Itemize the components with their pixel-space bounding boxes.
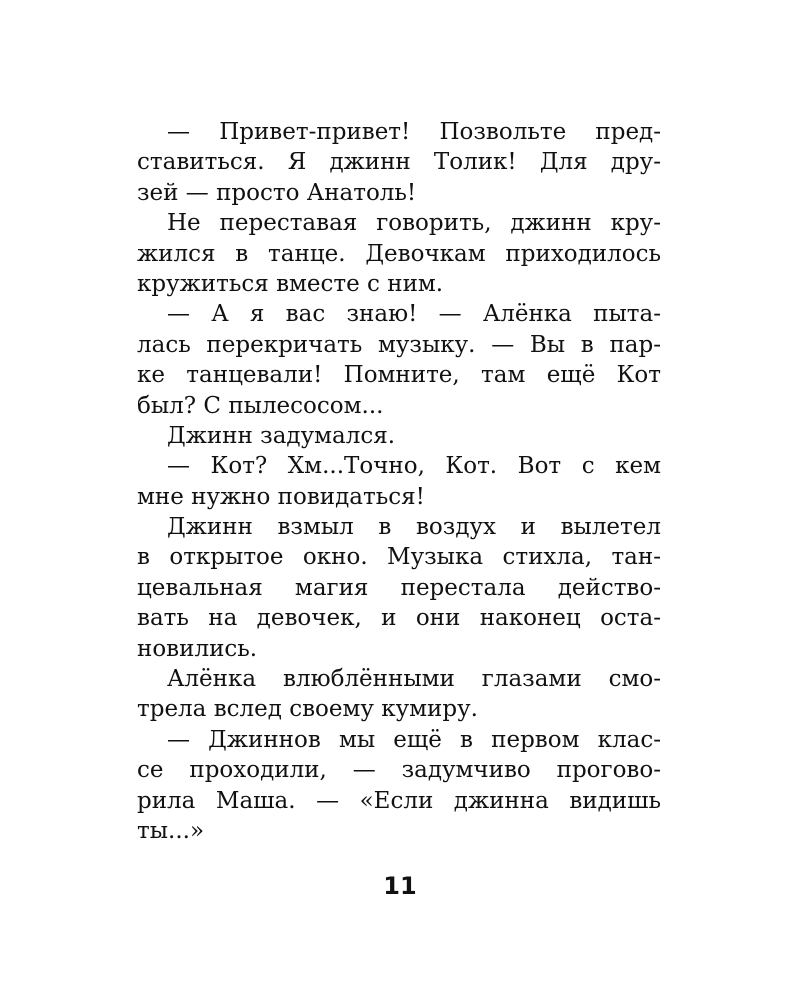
- text-line: Не переставая говорить, джинн кру-: [167, 210, 661, 237]
- text-line: в открытое окно. Музыка стихла, тан-: [137, 544, 661, 571]
- page-number: 11: [383, 872, 417, 900]
- body-text: [137, 117, 661, 846]
- text-line: жился в танце. Девочкам приходилось: [137, 240, 661, 267]
- text-line: ке танцевали! Помните, там ещё Кот: [137, 362, 661, 389]
- text-line: цевальная магия перестала действо-: [137, 574, 661, 601]
- text-line: зей — просто Анатоль!: [137, 179, 417, 206]
- text-line: Алёнка влюблёнными глазами смо-: [167, 666, 661, 693]
- text-line: был? С пылесосом...: [137, 392, 384, 419]
- text-line: мне нужно повидаться!: [137, 483, 425, 510]
- text-line: — Джиннов мы ещё в первом клас-: [167, 726, 661, 753]
- text-line: Джинн взмыл в воздух и вылетел: [167, 514, 661, 541]
- text-line: кружиться вместе с ним.: [137, 270, 444, 297]
- text-line: — А я вас знаю! — Алёнка пыта-: [167, 301, 661, 328]
- text-line: ставиться. Я джинн Толик! Для дру-: [137, 149, 661, 176]
- text-line: лась перекричать музыку. — Вы в пар-: [137, 331, 661, 358]
- text-line: новились.: [137, 635, 258, 662]
- text-line: рила Маша. — «Если джинна видишь: [137, 787, 661, 814]
- text-line: се проходили, — задумчиво прогово-: [137, 757, 661, 784]
- text-line: трела вслед своему кумиру.: [137, 696, 478, 723]
- text-line: — Кот? Хм...Точно, Кот. Вот с кем: [167, 453, 661, 480]
- text-line: — Привет-привет! Позвольте пред-: [167, 119, 661, 145]
- text-line: вать на девочек, и они наконец оста-: [137, 605, 661, 632]
- text-line: Джинн задумался.: [167, 422, 396, 449]
- text-line: ты...»: [137, 817, 205, 844]
